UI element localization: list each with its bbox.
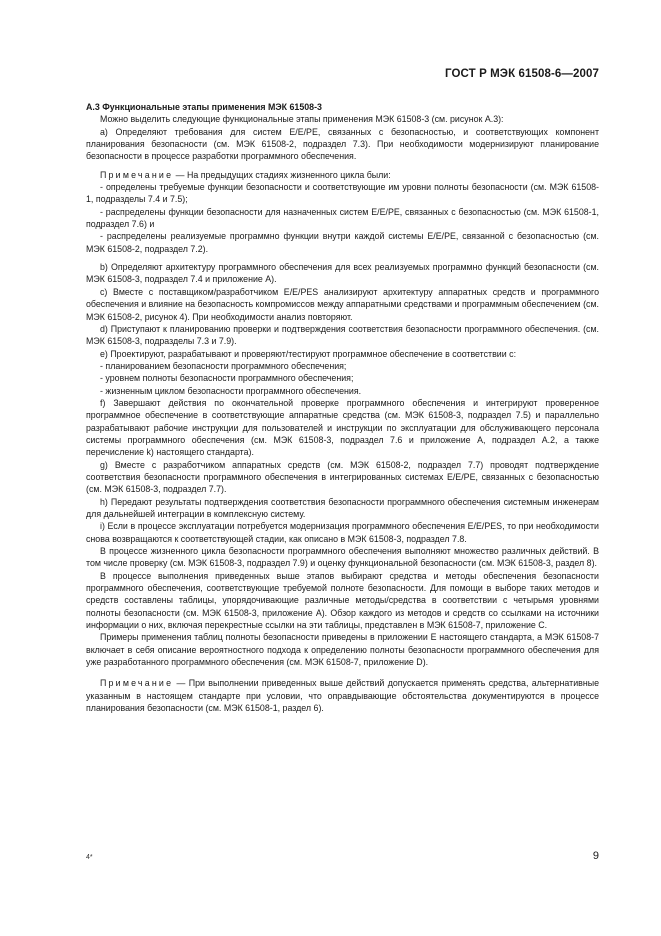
body-paragraph: Примеры применения таблиц полноты безопасности приведены в приложении Е настоящего стандарта, а МЭК 61508-7 включает в себя описание вероятностного подхода к определению полноты безопасности программного обеспечения для уже разработанного программного обеспечения (см. МЭК 61508-7, приложение D). xyxy=(86,632,599,668)
document-code-header: ГОСТ Р МЭК 61508-6—2007 xyxy=(445,68,599,80)
footer-mark: 4* xyxy=(86,854,93,861)
list-item-a: а) Определяют требования для систем E/E/PE, связанных с безопасностью, и соответствующих компонент планирования безопасности (см. МЭК 61508-2, подраздел 7.3). При необходимости модернизируют планирование безопасности в процессе разработки программного обеспечения. xyxy=(86,126,599,162)
list-item-f: f) Завершают действия по окончательной проверке программного обеспечения и интегрируют проверенное программное обеспечение в соответствующие аппаратные средства (см. МЭК 61508-3, подраздел 7.5) и параллельно разрабатывают рабочие инструкции для пользователей и инструкции по эксплуатации для обслуживающего персонала системы программного обеспечения (см. МЭК 61508-3, подраздел 7.6 и приложение А, подраздел А.2, а также перечисление k) настоящего стандарта). xyxy=(86,397,599,458)
list-item-g: g) Вместе с разработчиком аппаратных средств (см. МЭК 61508-2, подраздел 7.7) проводят подтверждение соответствия безопасности программного обеспечения в интегрированных системах E/E/PE, связанных с безопасностью (см. МЭК 61508-3, подраздел 7.7). xyxy=(86,459,599,495)
note-1-bullet: - распределены функции безопасности для назначенных систем E/E/PE, связанных с безопасностью (см. МЭК 61508-1, подраздел 7.6) и xyxy=(86,206,599,230)
list-item-d: d) Приступают к планированию проверки и подтверждения соответствия безопасности программного обеспечения. (см. МЭК 61508-3, подразделы 7.3 и 7.9). xyxy=(86,323,599,347)
list-item-e: e) Проектируют, разрабатывают и проверяют/тестируют программное обеспечение в соответствии с: xyxy=(100,348,517,359)
list-item-i: i) Если в процессе эксплуатации потребуется модернизация программного обеспечения E/E/PES, то при необходимости снова возвращаются к соответствующей стадии, как описано в МЭК 61508-3, подраздел 7.8. xyxy=(86,521,599,544)
list-item-c: c) Вместе с поставщиком/разработчиком E/E/PES анализируют архитектуру аппаратных средств и программного обеспечения и влияние на безопасность компромиссов между аппаратными средствами и программным обеспечением (см. МЭК 61508-2, рисунок 4). При необходимости анализ повторяют. xyxy=(86,286,599,322)
note-1-bullet: - распределены реализуемые программно функции внутри каждой системы E/E/PE, связанной с безопасностью (см. МЭК 61508-2, подраздел 7.2). xyxy=(86,231,599,254)
note-1-text: — На предыдущих стадиях жизненного цикла были: xyxy=(173,169,391,180)
note-1-bullet: - определены требуемые функции безопасности и соответствующие им уровни полноты безопасности (см. МЭК 61508-1, подразделы 7.4 и 7.5); xyxy=(86,182,599,205)
section-intro: Можно выделить следующие функциональные этапы применения МЭК 61508-3 (см. рисунок А.3): xyxy=(100,114,504,125)
note-1-label: Примечание xyxy=(100,169,174,180)
page-number: 9 xyxy=(592,850,599,862)
note-1 xyxy=(86,169,599,181)
note-2-text: — При выполнении приведенных выше действий допускается применять средства, альтернативные указанным в настоящем стандарте при условии, что оправдывающие обстоятельства документируются в процессе планирования безопасности (см. МЭК 61508-1, раздел 6). xyxy=(86,678,599,714)
list-item-e-bullet: - жизненным циклом безопасности программного обеспечения. xyxy=(100,385,362,396)
body-paragraph: В процессе выполнения приведенных выше этапов выбирают средства и методы обеспечения безопасности программного обеспечения, соответствующие требуемой полноте безопасности. Для помощи в выборе таких методов и средств составлены таблицы, упорядочивающие различные методы/средства в соответствии с четырьмя уровнями полноты безопасности (см. МЭК 61508-3, приложение А). Обзор каждого из методов и средств со ссылками на источники информации о них, включая перекрестные ссылки на эти таблицы, представлен в МЭК 61508-7, приложение С. xyxy=(86,570,599,631)
document-body xyxy=(86,101,599,715)
list-item-b: b) Определяют архитектуру программного обеспечения для всех реализуемых программно функций безопасности (см. МЭК 61508-3, подраздел 7.4 и приложение А). xyxy=(86,262,599,285)
note-2 xyxy=(86,677,599,714)
list-item-e-bullet: - уровнем полноты безопасности программного обеспечения; xyxy=(100,373,354,384)
body-paragraph: В процессе жизненного цикла безопасности программного обеспечения выполняют множество различных действий. В том числе проверку (см. МЭК 61508-3, подраздел 7.9) и оценку функциональной безопасности (см. МЭК 61508-3, раздел 8). xyxy=(86,546,599,569)
note-2-label: Примечание xyxy=(100,678,174,689)
section-heading: А.3 Функциональные этапы применения МЭК 61508-3 xyxy=(86,102,322,112)
list-item-e-bullet: - планированием безопасности программного обеспечения; xyxy=(100,360,347,371)
list-item-h: h) Передают результаты подтверждения соответствия безопасности программного обеспечения системным инженерам для дальнейшей интеграции в комплексную систему. xyxy=(86,496,599,519)
